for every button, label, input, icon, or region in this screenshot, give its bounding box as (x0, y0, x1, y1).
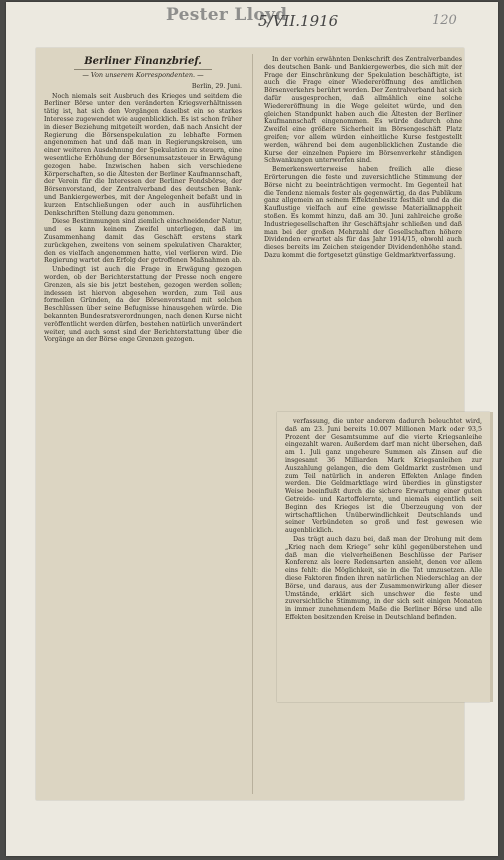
article-headline: Berliner Finanzbrief. (84, 56, 202, 67)
article-paragraph: Bemerkenswerterweise haben freilich alle diese Erörterungen die feste und zuversichtliche Stimmung der Börse nicht zu beeinträchtigen vermocht. Im Gegenteil hat die Tendenz niemals fester als gegenwärtig, da das Publikum ganz allgemein an seinem Effektenbesitz festhält und da die Kauflustige vielfach auf eine gewisse Materialknappheit stoßen. Es kommt hinzu, daß am 30. Juni zahlreiche große Industriegesellschaften ihr Geschäftsjahr schließen und daß man bei der großen Mehrzahl der Gesellschaften höhere Dividenden erwartet als für das Jahr 1914/15, obwohl auch dieses bereits im Zeichen steigender Dividendenhöhe stand. Dazu kommt die fortgesetzt günstige Geldmarktverfassung. (264, 166, 462, 259)
continuation-clipping (277, 412, 490, 702)
archive-sheet (6, 2, 498, 856)
article-column-left (44, 56, 242, 345)
article-column-right (264, 56, 462, 261)
article-paragraph: In der vorhin erwähnten Denkschrift des Zentralverbandes des deutschen Bank- und Bankiergewerbes, die sich mit der Frage der Einschränkung der Spekulation beschäftigte, ist auch die Frage einer Wiedereröffnung des amtlichen Börsenverkehrs berührt worden. Der Zentralverband hat sich dafür ausgesprochen, daß allmählich eine solche Wiedereröffnung in die Wege geleitet würde, und den gleichen Standpunkt haben auch die Ältesten der Berliner Kaufmannschaft eingenommen. Es würde dadurch ohne Zweifel eine größere Sicherheit im Börsengeschäft Platz greifen; vor allem würden einheitliche Kurse festgestellt werden, während bei dem augenblicklichen Zustande die Kurse der einzelnen Papiere im Börsenverkehr ständigen Schwankungen unterworfen sind. (264, 56, 462, 165)
column-divider (252, 54, 253, 794)
article-paragraph: Das trägt auch dazu bei, daß man der Drohung mit dem „Krieg nach dem Kriege“ sehr kühl gegenüberstehen und daß man die vielverheißenen Beschlüsse der Pariser Konferenz als leere Redensarten ansieht, denen vor allem eins fehlt: die Möglichkeit, sie in die Tat umzusetzen. Alle diese Faktoren finden ihren natürlichen Niederschlag an der Börse, und daraus, aus der Zusammenwirkung aller dieser Umstände, erklärt sich unschwer die feste und zuversichtliche Stimmung, in der sich seit einigen Monaten in immer zunehmendem Maße die Berliner Börse und alle Effekten besitzenden Kreise in Deutschland befinden. (285, 535, 482, 621)
article-paragraph: Unbedingt ist auch die Frage in Erwägung gezogen worden, ob der Berichterstattung der Presse noch engere Grenzen, als sie bis jetzt bestehen, gezogen werden sollen; indessen ist hiervon abgesehen worden, zum Teil aus formellen Gründen, da der Börsenvorstand mit solchen Beschlüssen über seine Befugnisse hinausgehen würde. Die bekannten Bundesratsverordnungen, nach denen Kurse nicht veröffentlicht werden dürfen, bestehen natürlich unverändert weiter, und auch sonst sind der Berichterstattung über die Vorgänge an der Börse enge Grenzen gezogen. (44, 266, 242, 344)
continuation-column (285, 418, 482, 623)
article-byline: — Von unserem Korrespondenten. — (82, 71, 204, 79)
headline-rule (74, 69, 213, 70)
article-paragraph: verfassung, die unter anderem dadurch beleuchtet wird, daß am 23. Juni bereits 10.007 Millionen Mark oder 93,5 Prozent der Gesamtsumme auf die vierte Kriegsanleihe eingezahlt waren. Außerdem darf man nicht übersehen, daß am 1. Juli ganz ungeheure Summen als Zinsen auf die insgesamt 36 Milliarden Mark Kriegsanleihen zur Auszahlung gelangen, die dem Geldmarkt zuströmen und zum Teil natürlich in anderen Effekten Anlage finden werden. Die Geldmarktlage wird überdies in günstigster Weise beeinflußt durch die sichere Erwartung einer guten Getreide- und Kartoffelernte, und niemals eigentlich seit Beginn des Krieges ist die Überzeugung von der wirtschaftlichen Unüberwindlichkeit Deutschlands und seiner Verbündeten so groß und fest gewesen wie augenblicklich. (285, 418, 482, 535)
article-paragraph: Noch niemals seit Ausbruch des Krieges und seitdem die Berliner Börse unter den veränderten Kriegsverhältnissen tätig ist, hat sich den Vorgängen daselbst ein so starkes Interesse zugewendet wie augenblicklich. Es ist schon früher in dieser Beziehung mitgeteilt worden, daß nach Ansicht der Regierung die Börsenspekulation zu lebhafte Formen angenommen hat und daß man in Regierungskreisen, um einer weiteren Ausdehnung der Spekulation zu steuern, eine wesentliche Erhöhung der Börsenumsatzsteuer in Erwägung gezogen habe. Inzwischen haben sich verschiedene Körperschaften, so die Ältesten der Berliner Kaufmannschaft, der Verein für die Interessen der Berliner Fondsbörse, der Börsenvorstand, der Zentralverband des deutschen Bank- und Bankiergewerbes, mit der Angelegenheit befaßt und in kurzen Entschließungen oder auch in ausführlichen Denkschriften Stellung dazu genommen. (44, 92, 242, 217)
article-paragraph: Diese Bestimmungen sind ziemlich einschneidender Natur, und es kann keinem Zweifel unterliegen, daß im Zusammenhang damit das Geschäft erstens stark zurückgehen, zweitens von seinem spekulativen Charakter, den es vielfach angenommen hatte, viel verlieren wird. Die Regierung wartet den Erfolg der getroffenen Maßnahmen ab. (44, 218, 242, 265)
newspaper-stamp: Pester Lloyd (166, 5, 288, 25)
handwritten-date: 5/VII.1916 (258, 12, 339, 30)
archive-header (6, 2, 498, 42)
clipping-edge (490, 412, 493, 702)
article-dateline: Berlin, 29. Juni. (191, 82, 242, 90)
archive-number: 120 (432, 13, 457, 28)
